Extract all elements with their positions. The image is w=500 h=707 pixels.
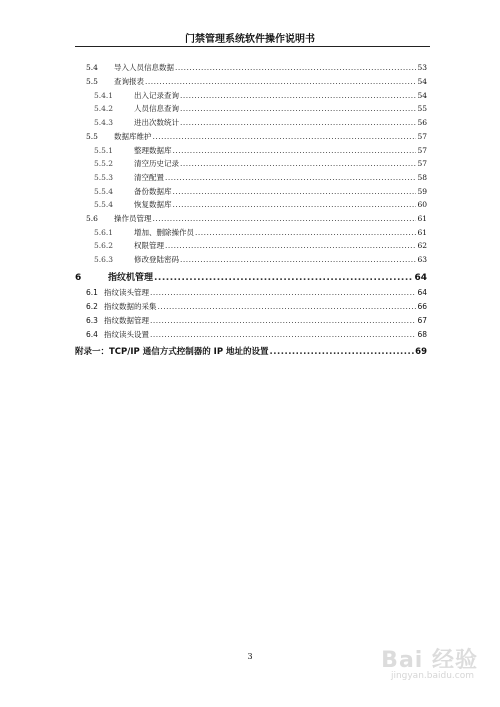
toc-leader-dots <box>180 159 416 168</box>
toc-leader-dots <box>173 187 417 196</box>
toc-entry-number: 5.5.1 <box>94 146 114 155</box>
toc-entry-page: 54 <box>417 91 427 100</box>
toc-entry-number: 5.4.1 <box>94 91 114 100</box>
toc-entry[interactable] <box>94 158 427 169</box>
toc-entry-label: 人员信息查询 <box>134 104 179 113</box>
toc-entry[interactable] <box>75 270 427 283</box>
toc-entry-label: 恢复数据库 <box>134 200 172 209</box>
toc-entry[interactable] <box>86 287 427 298</box>
toc-entry-number: 5.6 <box>86 214 98 223</box>
toc-entry-page: 69 <box>415 347 427 357</box>
toc-entry-page: 67 <box>417 316 427 325</box>
toc-entry-title <box>86 76 144 87</box>
toc-entry-label: 数据库维护 <box>114 132 152 141</box>
toc-entry-title <box>94 117 179 128</box>
toc-leader-dots <box>165 241 416 250</box>
toc-entry[interactable] <box>94 117 427 128</box>
toc-entry-title <box>94 158 179 169</box>
page-header-title: 门禁管理系统软件操作说明书 <box>185 34 315 45</box>
toc-entry-page: 54 <box>417 77 427 86</box>
toc-entry[interactable] <box>94 186 427 197</box>
toc-entry-title <box>86 301 157 312</box>
toc-entry[interactable] <box>86 131 427 142</box>
baidu-jingyan-watermark <box>348 643 478 685</box>
toc-entry-number: 5.5 <box>86 132 98 141</box>
toc-entry-number: 5.4.3 <box>94 118 114 127</box>
toc-leader-dots <box>180 255 416 264</box>
toc-entry[interactable] <box>94 240 427 251</box>
toc-entry-number: 5.6.3 <box>94 255 114 264</box>
toc-entry-number: 5.5.4 <box>94 187 114 196</box>
toc-entry-number: 6.3 <box>86 316 98 325</box>
toc-entry-page: 60 <box>417 200 427 209</box>
toc-entry-title <box>75 270 153 283</box>
toc-entry[interactable] <box>86 76 427 87</box>
toc-entry-label: 查询报表 <box>114 77 144 86</box>
toc-entry-title <box>86 213 152 224</box>
toc-entry-number: 5.6.1 <box>94 228 114 237</box>
toc-entry-page: 63 <box>417 255 427 264</box>
toc-entry-label: 指纹数据管理 <box>104 316 149 325</box>
toc-entry[interactable] <box>94 145 427 156</box>
toc-entry[interactable] <box>94 254 427 265</box>
toc-entry-title <box>94 199 172 210</box>
toc-entry-title <box>94 227 194 238</box>
toc-entry-label: 指纹数据的采集 <box>104 302 157 311</box>
toc-leader-dots <box>180 91 416 100</box>
toc-entry-title <box>75 345 269 357</box>
toc-entry-number: 5.4 <box>86 63 98 72</box>
toc-entry[interactable] <box>75 345 427 357</box>
toc-entry-label: 进出次数统计 <box>134 118 179 127</box>
toc-entry-title <box>86 287 149 298</box>
toc-entry[interactable] <box>94 172 427 183</box>
toc-entry-page: 55 <box>417 104 427 113</box>
toc-entry-page: 57 <box>417 132 427 141</box>
toc-entry[interactable] <box>94 90 427 101</box>
toc-entry-label: 指纹读头设置 <box>104 330 149 339</box>
toc-entry-title <box>94 90 179 101</box>
toc-entry[interactable] <box>86 301 427 312</box>
page-number: 3 <box>247 652 253 661</box>
toc-leader-dots <box>165 173 416 182</box>
toc-entry-page: 57 <box>417 159 427 168</box>
toc-entry-title <box>86 62 174 73</box>
toc-entry-number: 5.5.3 <box>94 173 114 182</box>
toc-leader-dots <box>173 146 417 155</box>
toc-entry-number: 5.4.2 <box>94 104 114 113</box>
toc-entry[interactable] <box>86 315 427 326</box>
toc-leader-dots <box>180 104 416 113</box>
toc-entry-number: 5.5.2 <box>94 159 114 168</box>
toc-entry[interactable] <box>94 199 427 210</box>
toc-entry-page: 56 <box>417 118 427 127</box>
toc-entry[interactable] <box>86 62 427 73</box>
toc-entry-page: 58 <box>417 173 427 182</box>
toc-entry-label: 权限管理 <box>134 241 164 250</box>
toc-leader-dots <box>173 200 417 209</box>
toc-entry-title <box>94 186 172 197</box>
toc-entry-number: 6 <box>75 273 82 283</box>
toc-entry-label: 增加、删除操作员 <box>134 228 194 237</box>
toc-entry-page: 61 <box>417 228 427 237</box>
toc-entry[interactable] <box>86 329 427 340</box>
toc-entry[interactable] <box>86 213 427 224</box>
toc-entry-label: 导入人员信息数据 <box>114 63 174 72</box>
toc-entry-label: 操作员管理 <box>114 214 152 223</box>
toc-entry-page: 62 <box>417 241 427 250</box>
toc-leader-dots <box>153 132 417 141</box>
toc-entry-label: 附录一：TCP/IP 通信方式控制器的 IP 地址的设置 <box>75 347 269 357</box>
toc-leader-dots <box>270 347 415 357</box>
toc-entry-label: 备份数据库 <box>134 187 172 196</box>
toc-leader-dots <box>158 302 417 311</box>
toc-leader-dots <box>145 77 416 86</box>
toc-leader-dots <box>150 316 416 325</box>
toc-entry-page: 66 <box>417 302 427 311</box>
toc-entry-number: 5.5.4 <box>94 200 114 209</box>
toc-entry-title <box>86 329 149 340</box>
toc-entry-number: 6.1 <box>86 288 98 297</box>
toc-entry-title <box>94 103 179 114</box>
toc-leader-dots <box>150 288 416 297</box>
toc-entry-number: 6.4 <box>86 330 98 339</box>
toc-leader-dots <box>180 118 416 127</box>
toc-entry-page: 59 <box>417 187 427 196</box>
toc-entry-page: 68 <box>417 330 427 339</box>
toc-entry[interactable] <box>94 227 427 238</box>
toc-leader-dots <box>154 273 413 283</box>
toc-entry-page: 57 <box>417 146 427 155</box>
toc-entry-page: 64 <box>417 288 427 297</box>
toc-entry-label: 修改登陆密码 <box>134 255 179 264</box>
toc-entry[interactable] <box>94 103 427 114</box>
toc-entry-title <box>86 315 149 326</box>
toc-entry-label: 清空历史记录 <box>134 159 179 168</box>
toc-entry-title <box>94 145 172 156</box>
toc-entry-title <box>94 172 164 183</box>
toc-entry-number: 6.2 <box>86 302 98 311</box>
watermark-logo: Bai 经验 <box>381 648 478 673</box>
toc-entry-page: 53 <box>417 63 427 72</box>
toc-leader-dots <box>195 228 416 237</box>
toc-entry-label: 指纹机管理 <box>108 273 154 283</box>
toc-entry-number: 5.6.2 <box>94 241 114 250</box>
toc-entry-label: 清空配置 <box>134 173 164 182</box>
toc-entry-page: 64 <box>414 273 427 283</box>
toc-entry-page: 61 <box>417 214 427 223</box>
toc-entry-label: 出入记录查询 <box>134 91 179 100</box>
toc-entry-title <box>94 240 164 251</box>
header-rule <box>75 46 430 47</box>
toc-leader-dots <box>153 214 417 223</box>
toc-leader-dots <box>175 63 416 72</box>
toc-entry-number: 5.5 <box>86 77 98 86</box>
toc-leader-dots <box>150 330 416 339</box>
toc-entry-title <box>94 254 179 265</box>
watermark-url: jingyan.baidu.com <box>390 671 474 681</box>
toc-entry-title <box>86 131 152 142</box>
toc-entry-label: 整理数据库 <box>134 146 172 155</box>
toc-entry-label: 指纹读头管理 <box>104 288 149 297</box>
